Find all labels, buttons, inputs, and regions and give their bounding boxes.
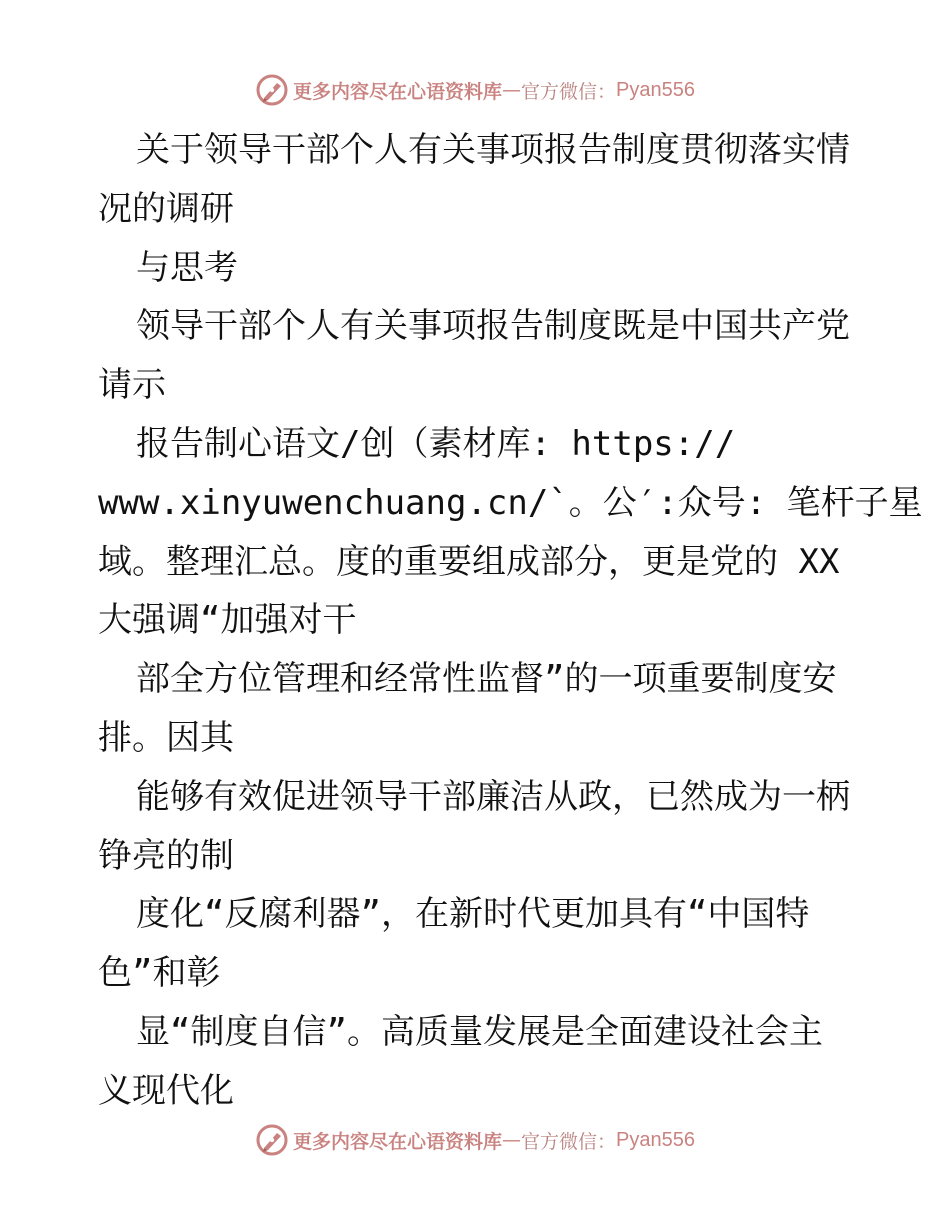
document-body [98,121,923,1121]
body-line: 域。整理汇总。度的重要组成部分，更是党的 XX [98,541,840,582]
banner-dash: — [502,79,522,101]
banner-brand-text: 更多内容尽在心语资料库 [293,80,503,103]
body-line: 义现代化 [98,1070,234,1111]
banner-wechat-handle: Pyan556 [616,78,695,101]
header-banner [0,70,950,110]
banner-brand-text: 更多内容尽在心语资料库 [293,1130,503,1153]
body-line: 显“制度自信”。高质量发展是全面建设社会主 [136,1011,823,1052]
body-line: 部全方位管理和经常性监督”的一项重要制度安 [136,659,837,700]
body-line: 色”和彰 [98,953,221,994]
body-line: 报告制心语文/创（素材库: https:// [136,423,736,464]
pen-circle-logo-icon [255,1123,289,1157]
body-line: 领导干部个人有关事项报告制度既是中国共产党 [136,306,850,347]
banner-dash: — [502,1129,522,1151]
pen-circle-logo-icon [255,73,289,107]
banner-wechat-handle: Pyan556 [616,1128,695,1151]
banner-wechat-label: 官方微信： [521,80,617,103]
body-line: 关于领导干部个人有关事项报告制度贯彻落实情 [136,130,850,170]
body-line: 大强调“加强对干 [98,600,357,641]
body-line: 请示 [98,365,166,406]
body-line: 铮亮的制 [98,835,234,876]
body-line: 排。因其 [98,717,234,758]
body-line: www.xinyuwenchuang.cn/`。公′:众号: 笔杆子星 [98,482,923,523]
banner-wechat-label: 官方微信： [521,1130,617,1153]
footer-banner [0,1120,950,1160]
body-line: 与思考 [136,247,238,288]
body-line: 能够有效促进领导干部廉洁从政，已然成为一柄 [136,776,850,817]
body-line: 度化“反腐利器”，在新时代更加具有“中国特 [136,894,810,935]
body-line: 况的调研 [98,188,234,229]
